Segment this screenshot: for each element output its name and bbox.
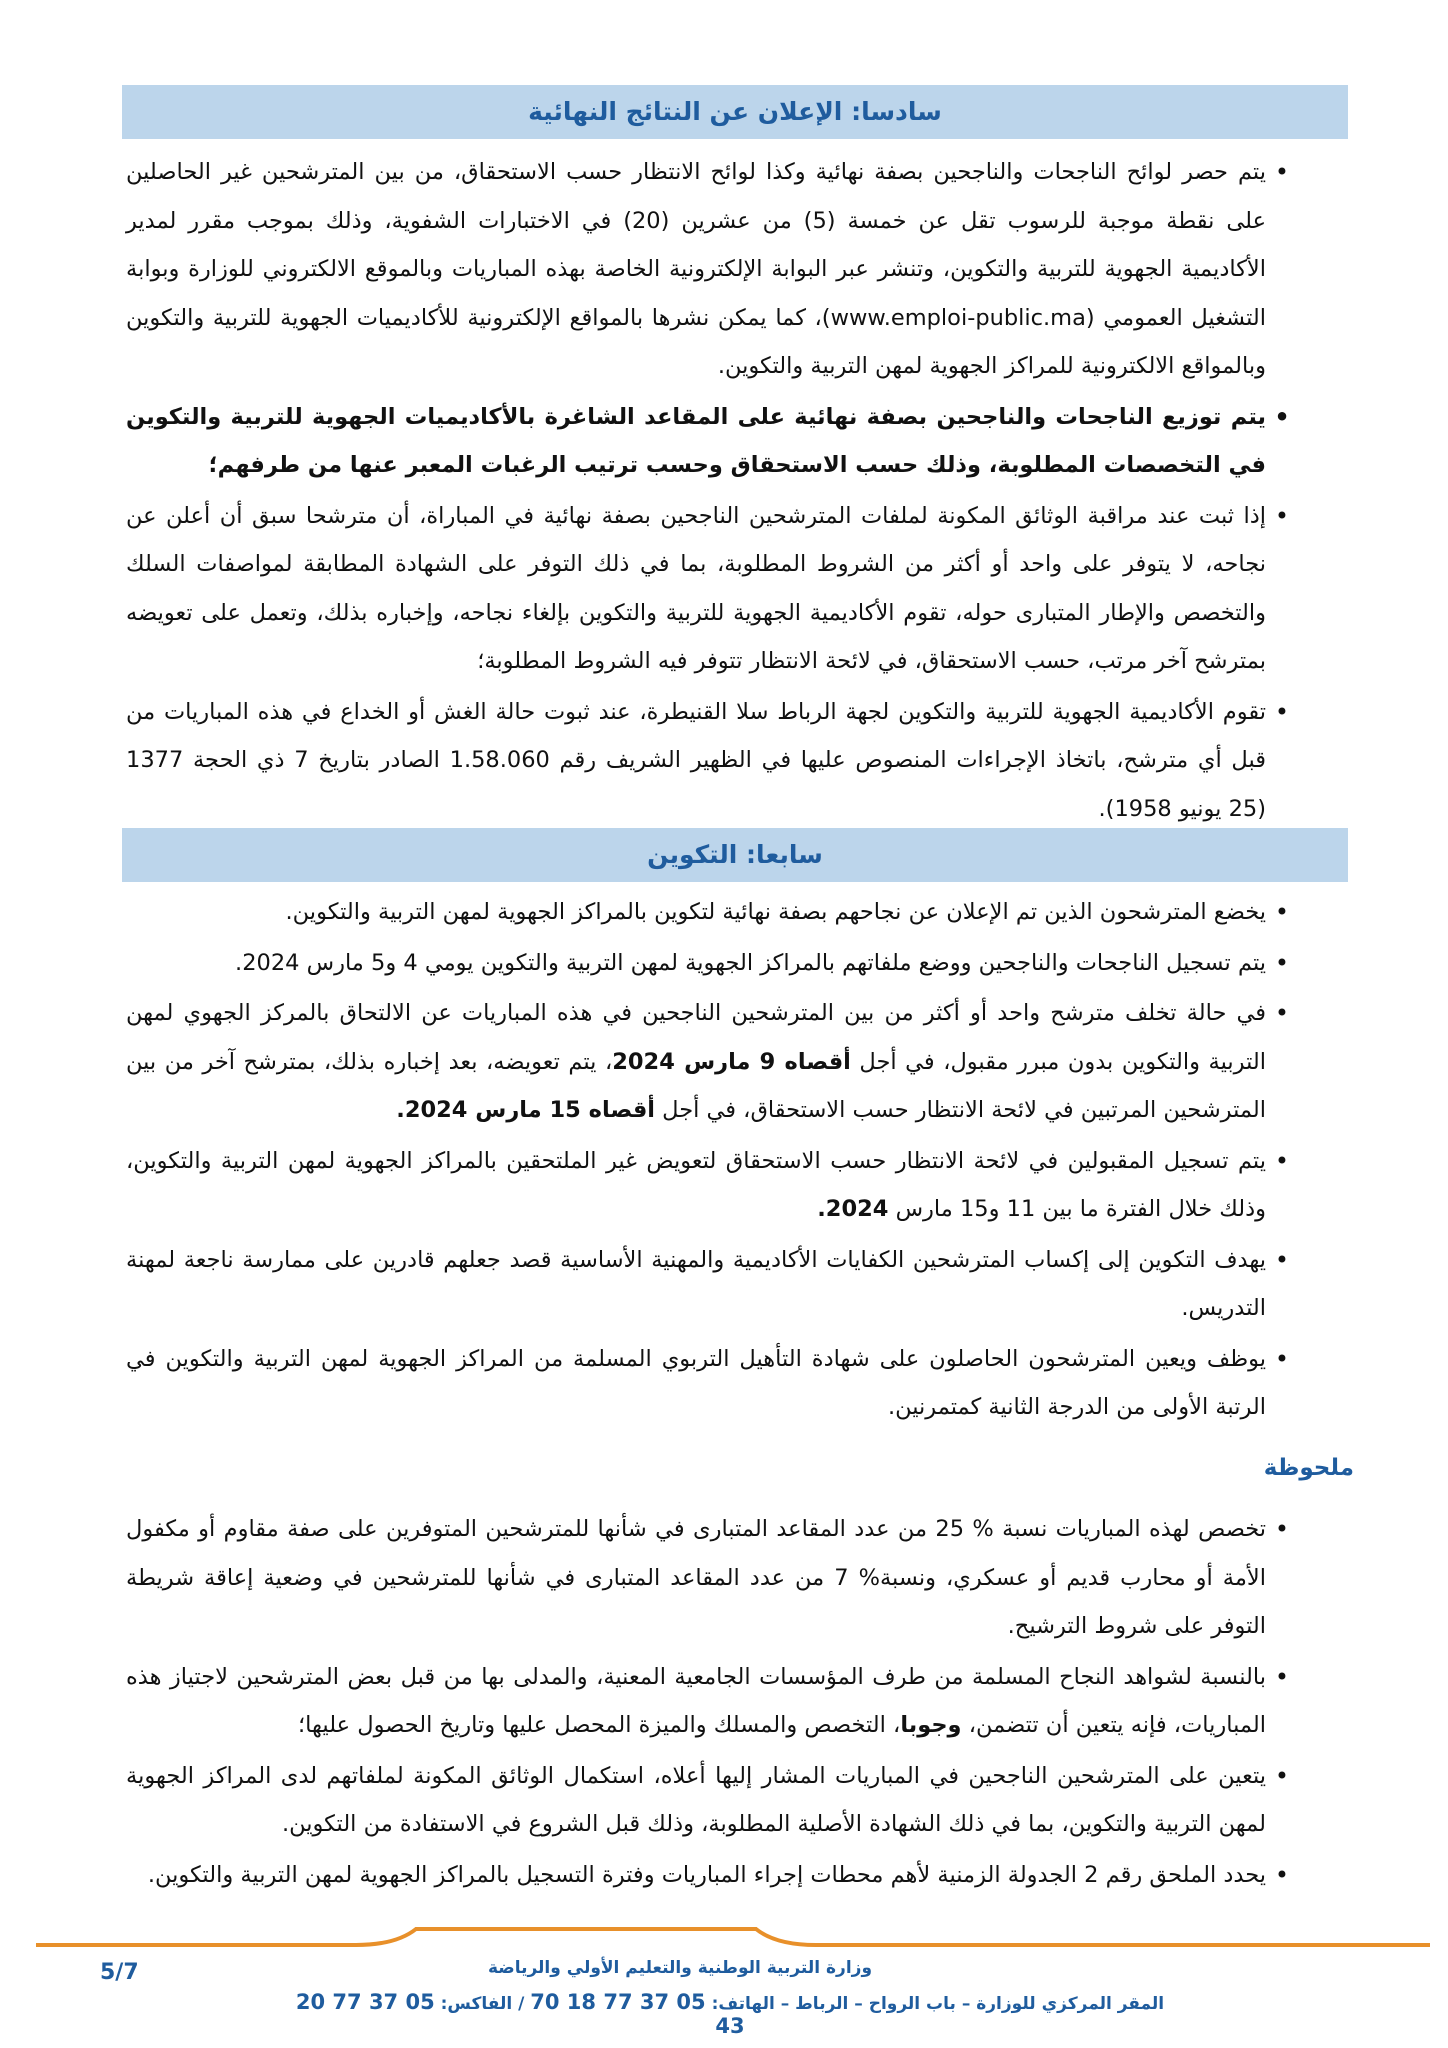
list-item: • في حالة تخلف مترشح واحد أو أكثر من بين المترشحين الناجحين في هذه المباريات عن الالتحاق بالمركز الجهوي لمهن التربية والتكوين بدون مبرر مقبول، في أجل أقصاه 9 مارس 2024، يتم تعويضه، بعد إخباره بذلك، بمترشح آخر من بين المترشحين المرتبين في لائحة الانتظار حسب الاستحقاق، في أجل أقصاه 15 مارس 2024. — [126, 999, 1290, 1123]
footer-ministry: وزارة التربية الوطنية والتعليم الأولي والرياضة — [487, 1958, 873, 1978]
section-7-title: سابعا: التكوين — [647, 840, 823, 869]
section-6-header — [122, 85, 1348, 139]
footer-fax: 05 37 77 20 43 — [295, 1990, 745, 2038]
list-item: • إذا ثبت عند مراقبة الوثائق المكونة لملفات المترشحين الناجحين بصفة نهائية في المباراة، أن مترشحا سبق أن أعلن عن نجاحه، لا يتوفر على واحد أو أكثر من الشروط المطلوبة، بما في ذلك التوفر على الشهادة المطابقة لمواصفات السلك والتخصص والإطار المتبارى حوله، تقوم الأكاديمية الجهوية للتربية والتكوين بإلغاء نجاحه، وإخباره بذلك، وتعمل على تعويضه بمترشح آخر مرتب، حسب الاستحقاق، في لائحة الانتظار تتوفر فيه الشروط المطلوبة؛ — [126, 501, 1290, 674]
section-7-header — [122, 828, 1348, 882]
list-item: • تخصص لهذه المباريات نسبة % 25 من عدد المقاعد المتبارى في شأنها للمترشحين المتوفرين على صفة مقاوم أو مكفول الأمة أو محارب قديم أو عسكري، ونسبة% 7 من عدد المقاعد المتبارى في شأنها للمترشحين في وضعية إعاقة شريطة التوفر على شروط الترشيح. — [126, 1515, 1290, 1639]
list-item: • يتم توزيع الناجحات والناجحين بصفة نهائية على المقاعد الشاغرة بالأكاديميات الجهوية للتربية والتكوين في التخصصات المطلوبة، وذلك حسب الاستحقاق وحسب ترتيب الرغبات المعبر عنها من طرفهم؛ — [126, 402, 1290, 478]
footer-phone: 05 37 77 18 70 — [530, 1990, 706, 2014]
list-item: • يخضع المترشحون الذين تم الإعلان عن نجاحهم بصفة نهائية لتكوين بالمراكز الجهوية لمهن التربية والتكوين. — [285, 898, 1290, 926]
list-item: • يتم حصر لوائح الناجحات والناجحين بصفة نهائية وكذا لوائح الانتظار حسب الاستحقاق، من بين المترشحين غير الحاصلين على نقطة موجبة للرسوب تقل عن خمسة (5) من عشرين (20) في الاختبارات الشفوية، وذلك بموجب مقرر لمدير الأكاديمية الجهوية للتربية والتكوين، وتنشر عبر البوابة الإلكترونية الخاصة بهذه المباريات وبالموقع الالكتروني للوزارة وبوابة التشغيل العمومي (www.emploi-public.ma)، كما يمكن نشرها بالمواقع الإلكترونية للأكاديميات الجهوية للتربية والتكوين وبالمواقع الالكترونية للمراكز الجهوية لمهن التربية والتكوين. — [126, 158, 1290, 379]
footer-address: المقر المركزي للوزارة – باب الرواح – الرباط – الهاتف: 05 37 77 18 70 / الفاكس: 05 37 77 20 43 — [295, 1990, 1165, 2038]
note-title: ملحوظة — [1263, 1455, 1354, 1481]
list-item: • يتم تسجيل المقبولين في لائحة الانتظار حسب الاستحقاق لتعويض غير الملتحقين بالمراكز الجهوية لمهن التربية والتكوين، وذلك خلال الفترة ما بين 11 و15 مارس 2024. — [126, 1146, 1290, 1222]
note-body — [126, 1505, 1292, 1901]
list-item: • يتعين على المترشحين الناجحين في المباريات المشار إليها أعلاه، استكمال الوثائق المكونة لملفاتهم لدى المراكز الجهوية لمهن التربية والتكوين، بما في ذلك الشهادة الأصلية المطلوبة، وذلك قبل الشروع في الاستفادة من التكوين. — [126, 1761, 1290, 1837]
list-item: • تقوم الأكاديمية الجهوية للتربية والتكوين لجهة الرباط سلا القنيطرة، عند ثبوت حالة الغش أو الخداع في هذه المباريات من قبل أي مترشح، باتخاذ الإجراءات المنصوص عليها في الظهير الشريف رقم 1.58.060 الصادر بتاريخ 7 ذي الحجة 1377 (25 يونيو 1958). — [126, 697, 1290, 822]
page-number: 5/7 — [100, 1960, 139, 1985]
list-item: • يوظف ويعين المترشحون الحاصلون على شهادة التأهيل التربوي المسلمة من المراكز الجهوية لمهن التربية والتكوين في الرتبة الأولى من الدرجة الثانية كمتمرنين. — [126, 1344, 1290, 1420]
list-item: • يهدف التكوين إلى إكساب المترشحين الكفايات الأكاديمية والمهنية الأساسية قصد جعلهم قادرين على ممارسة ناجعة لمهنة التدريس. — [126, 1245, 1290, 1321]
list-item: • يتم تسجيل الناجحات والناجحين ووضع ملفاتهم بالمراكز الجهوية لمهن التربية والتكوين يومي 4 و5 مارس 2024. — [235, 948, 1290, 977]
section-7-body — [126, 888, 1292, 1434]
list-item: • يحدد الملحق رقم 2 الجدولة الزمنية لأهم محطات إجراء المباريات وفترة التسجيل بالمراكز الجهوية لمهن التربية والتكوين. — [147, 1860, 1290, 1889]
section-6-body — [126, 148, 1292, 835]
section-6-title: سادسا: الإعلان عن النتائج النهائية — [528, 97, 942, 126]
footer-divider — [36, 1925, 1430, 1955]
list-item: • بالنسبة لشواهد النجاح المسلمة من طرف المؤسسات الجامعية المعنية، والمدلى بها من قبل بعض المترشحين لاجتياز هذه المباريات، فإنه يتعين أن تتضمن، وجوبا، التخصص والمسلك والميزة المحصل عليها وتاريخ الحصول عليها؛ — [126, 1662, 1290, 1738]
